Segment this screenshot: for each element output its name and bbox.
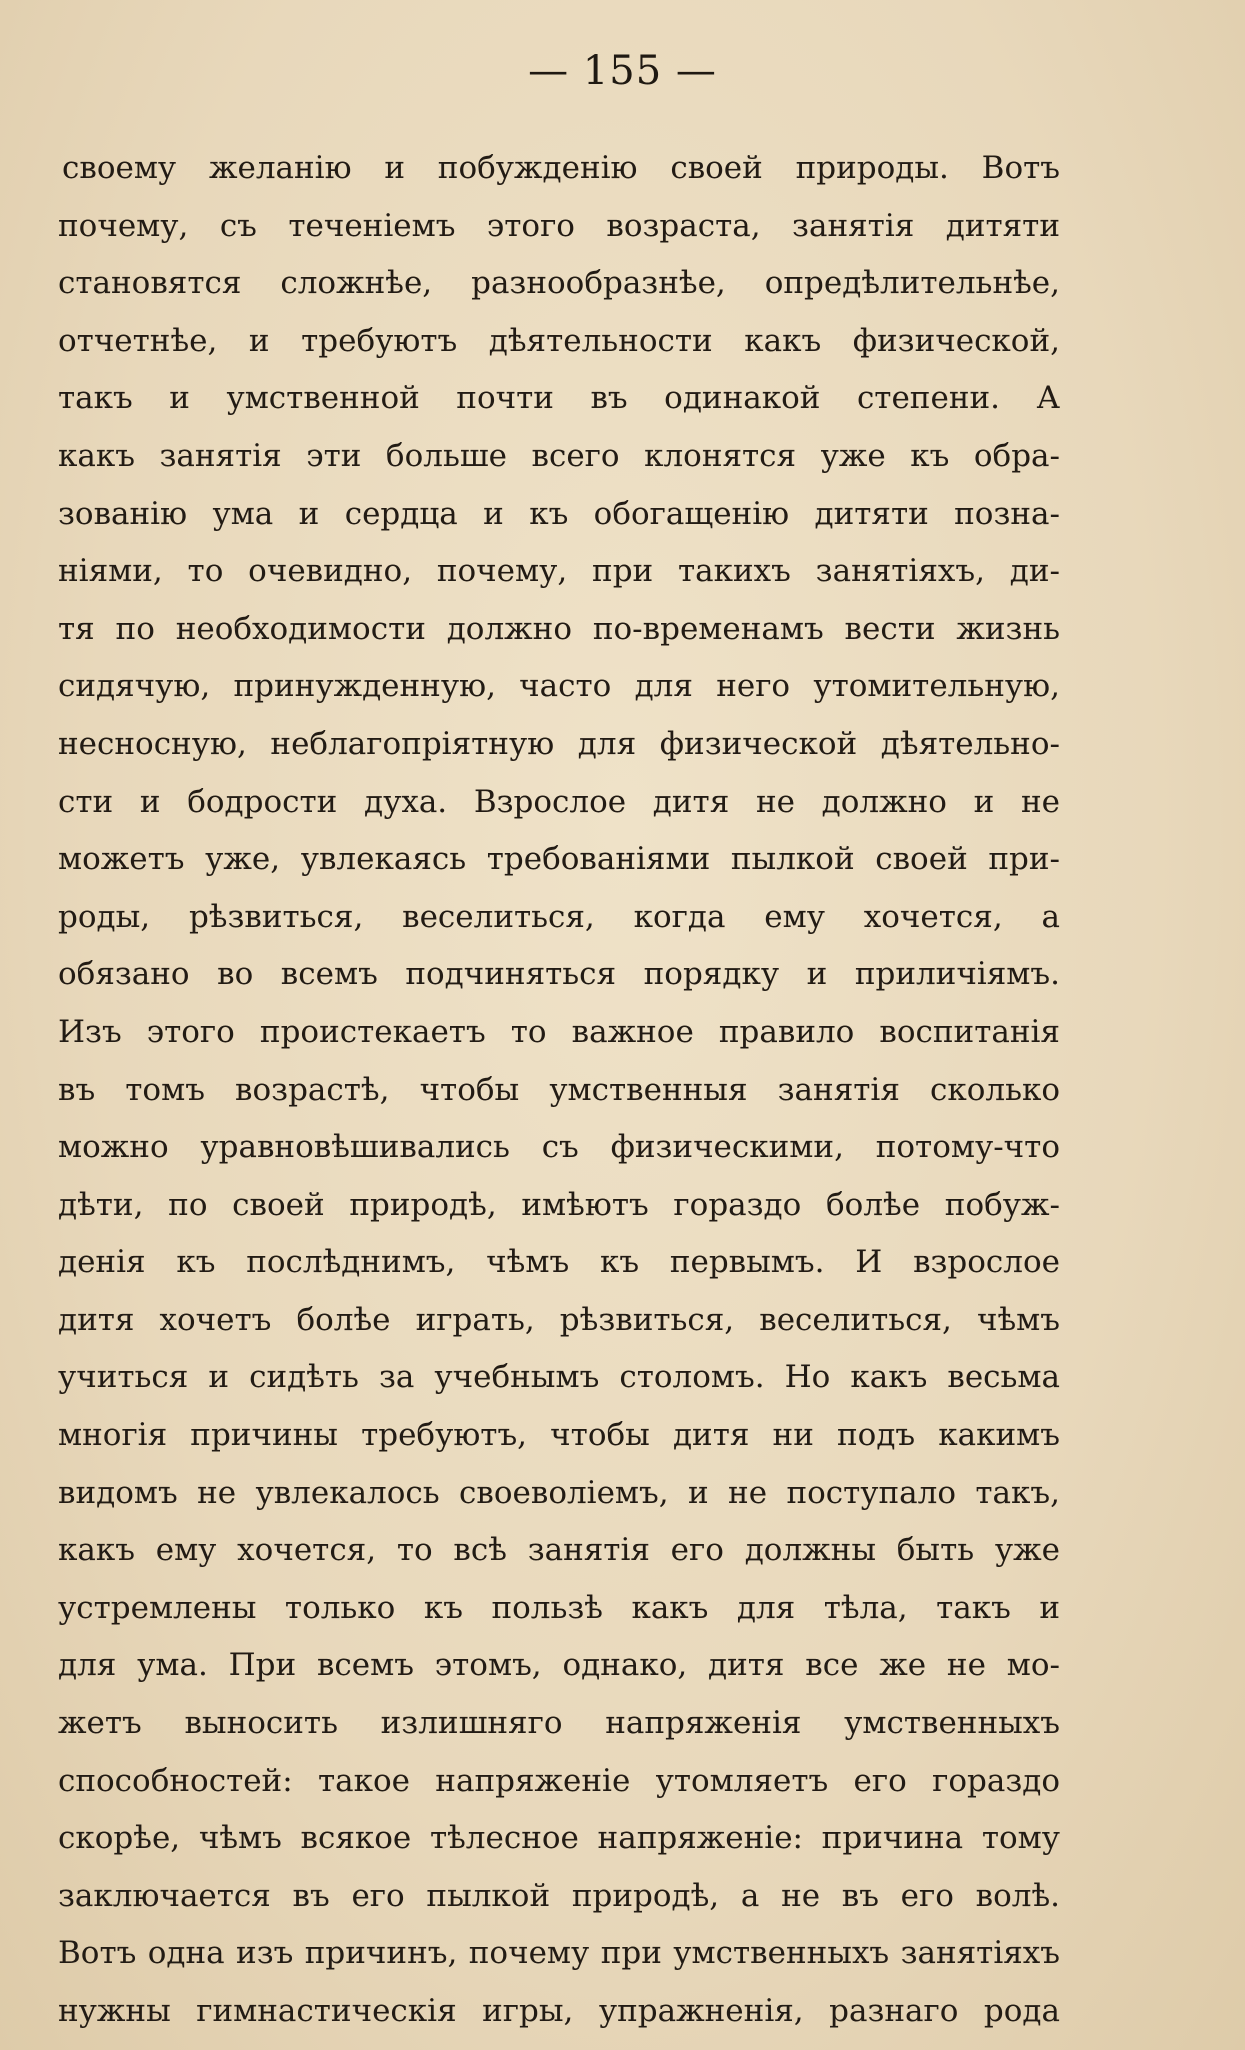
text-line: роды, рѣзвиться, веселиться, когда ему хочется, а	[58, 898, 1060, 935]
text-line: можетъ уже, увлекаясь требованіями пылкой своей при-	[58, 841, 1060, 878]
text-line: сидячую, принужденную, часто для него утомительную,	[58, 668, 1060, 705]
text-line: Вотъ одна изъ причинъ, почему при умственныхъ занятіяхъ	[58, 1935, 1060, 1972]
body-text	[58, 140, 1060, 2041]
text-line: какъ занятія эти больше всего клонятся уже къ обра-	[58, 437, 1060, 474]
text-line: становятся сложнѣе, разнообразнѣе, опредѣлительнѣе,	[58, 265, 1060, 302]
text-line: несносную, неблагопріятную для физической дѣятельно-	[58, 725, 1060, 762]
text-line: дитя хочетъ болѣе играть, рѣзвиться, веселиться, чѣмъ	[58, 1301, 1060, 1338]
text-line: почему, съ теченіемъ этого возраста, занятія дитяти	[58, 207, 1060, 244]
text-line: дѣти, по своей природѣ, имѣютъ гораздо болѣе побуж-	[58, 1186, 1060, 1223]
text-line: зованію ума и сердца и къ обогащенію дитяти позна-	[58, 495, 1060, 532]
text-line: нужны гимнастическія игры, упражненія, разнаго рода	[58, 1993, 1060, 2029]
text-line: видомъ не увлекалось своеволіемъ, и не поступало такъ,	[58, 1474, 1060, 1511]
text-line: своему желанію и побужденію своей природы. Вотъ	[62, 150, 1060, 186]
text-line: Изъ этого проистекаетъ то важное правило воспитанія	[58, 1013, 1060, 1050]
text-line: такъ и умственной почти въ одинакой степени. А	[58, 380, 1060, 417]
text-line: какъ ему хочется, то всѣ занятія его должны быть уже	[58, 1532, 1060, 1569]
text-line: можно уравновѣшивались съ физическими, потому-что	[58, 1129, 1060, 1166]
text-line: способностей: такое напряженіе утомляетъ его гораздо	[58, 1762, 1060, 1799]
text-line: сти и бодрости духа. Взрослое дитя не должно и не	[58, 783, 1060, 820]
text-line: отчетнѣе, и требуютъ дѣятельности какъ физической,	[58, 322, 1060, 359]
text-line: денія къ послѣднимъ, чѣмъ къ первымъ. И взрослое	[58, 1244, 1060, 1281]
text-line: многія причины требуютъ, чтобы дитя ни подъ какимъ	[58, 1417, 1060, 1454]
text-line: заключается въ его пылкой природѣ, а не въ его волѣ.	[58, 1877, 1060, 1914]
text-line: жетъ выносить излишняго напряженія умственныхъ	[58, 1705, 1060, 1742]
text-line: тя по необходимости должно по-временамъ вести жизнь	[58, 610, 1060, 647]
text-line: въ томъ возрастѣ, чтобы умственныя занятія сколько	[58, 1071, 1060, 1108]
page-number: — 155 —	[528, 48, 717, 94]
text-line: для ума. При всемъ этомъ, однако, дитя все же не мо-	[58, 1647, 1060, 1684]
text-line: обязано во всемъ подчиняться порядку и приличіямъ.	[58, 956, 1060, 993]
text-line: устремлены только къ пользѣ какъ для тѣла, такъ и	[58, 1589, 1060, 1626]
text-line: учиться и сидѣть за учебнымъ столомъ. Но какъ весьма	[58, 1359, 1060, 1396]
text-line: ніями, то очевидно, почему, при такихъ занятіяхъ, ди-	[58, 553, 1060, 590]
text-line: скорѣе, чѣмъ всякое тѣлесное напряженіе: причина тому	[58, 1820, 1060, 1857]
